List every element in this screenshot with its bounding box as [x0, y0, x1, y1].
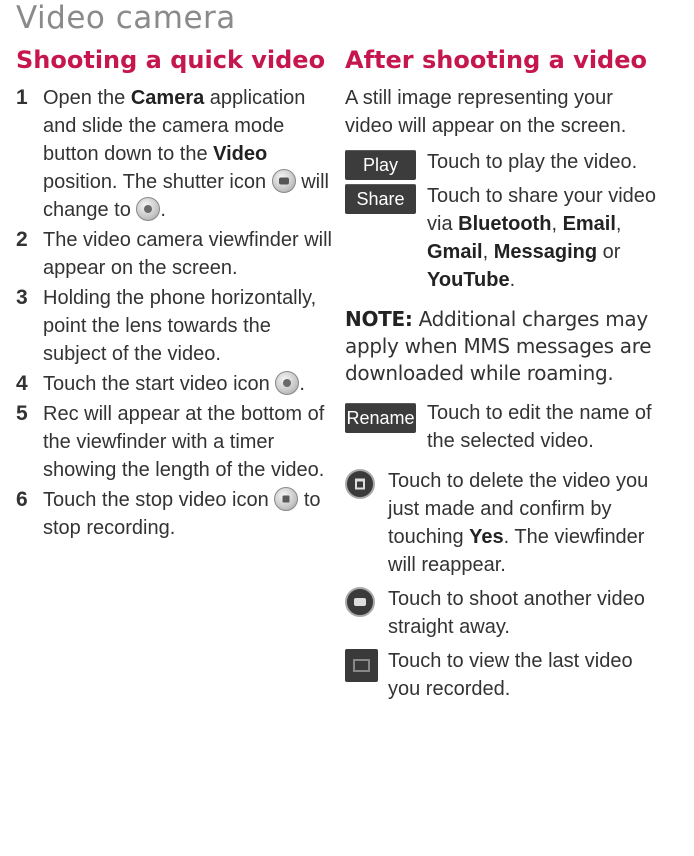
share-button[interactable]: Share	[345, 184, 416, 214]
step-3	[16, 284, 334, 368]
rename-row	[345, 399, 665, 455]
stop-icon	[274, 487, 298, 511]
section-heading-shooting: Shooting a quick video	[16, 46, 326, 74]
left-column	[16, 46, 334, 544]
step-text: The video camera viewfinder will appear on the screen.	[43, 229, 333, 279]
play-row	[345, 148, 665, 178]
step-6	[16, 486, 334, 542]
step-text: Touch the stop video icon to stop recording.	[43, 489, 321, 539]
delete-row	[345, 467, 665, 579]
rename-description: Touch to edit the name of the selected video.	[427, 402, 652, 452]
page-title: Video camera	[16, 0, 236, 36]
shoot-description: Touch to shoot another video straight away.	[388, 588, 645, 638]
share-description: Touch to share your video via Bluetooth, Email, Gmail, Messaging or YouTube.	[427, 185, 657, 291]
trash-icon[interactable]	[345, 469, 375, 499]
gallery-description: Touch to view the last video you recorded.	[388, 650, 633, 700]
step-4	[16, 370, 334, 398]
step-text: Rec will appear at the bottom of the viewfinder with a timer showing the length of the video.	[43, 403, 325, 481]
step-number: 2	[16, 228, 28, 251]
share-row	[345, 182, 665, 294]
record-icon	[275, 371, 299, 395]
note-text: Additional charges may apply when MMS messages are downloaded while roaming.	[345, 307, 652, 385]
step-5	[16, 400, 334, 484]
intro-text: A still image representing your video will appear on the screen.	[345, 87, 627, 137]
step-number: 6	[16, 488, 28, 511]
step-number: 5	[16, 402, 28, 425]
note-label: NOTE:	[345, 307, 413, 331]
step-2	[16, 226, 334, 282]
play-description: Touch to play the video.	[427, 151, 638, 173]
shoot-row	[345, 585, 665, 641]
record-icon	[136, 197, 160, 221]
right-column	[345, 46, 665, 709]
section-heading-after: After shooting a video	[345, 46, 647, 74]
step-text: Holding the phone horizontally, point the lens towards the subject of the video.	[43, 287, 317, 365]
step-number: 1	[16, 86, 28, 109]
step-1	[16, 84, 334, 224]
gallery-icon[interactable]	[345, 649, 378, 682]
note	[345, 306, 665, 387]
step-number: 3	[16, 286, 28, 309]
step-text: Touch the start video icon .	[43, 373, 305, 395]
delete-description: Touch to delete the video you just made and confirm by touching Yes. The viewfinder will reappear.	[388, 470, 649, 576]
video-camera-icon[interactable]	[345, 587, 375, 617]
step-number: 4	[16, 372, 28, 395]
camera-shutter-icon	[272, 169, 296, 193]
gallery-row	[345, 647, 665, 703]
steps-list	[16, 84, 334, 542]
play-button[interactable]: Play	[345, 150, 416, 180]
rename-button[interactable]: Rename	[345, 403, 416, 433]
step-text: Open the Camera application and slide the camera mode button down to the Video position. The shutter icon will change to .	[43, 87, 329, 221]
